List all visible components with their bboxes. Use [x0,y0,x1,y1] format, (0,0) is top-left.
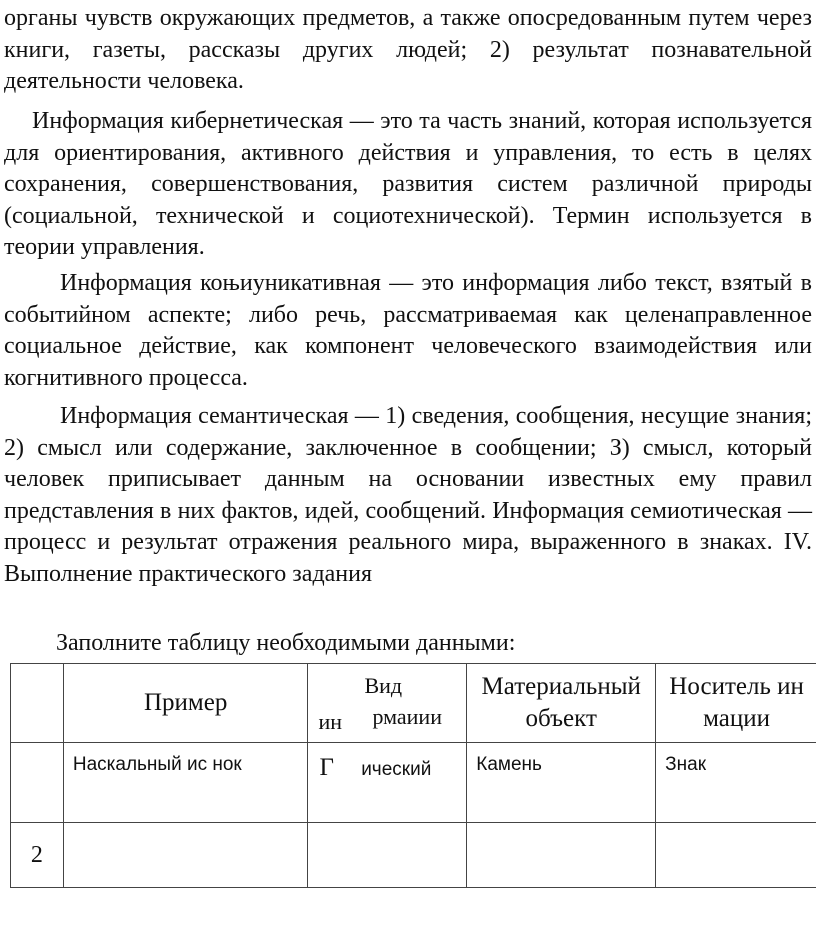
header-info-type-top: Вид [364,673,403,698]
row1-number [11,743,64,823]
header-info-carrier: Носитель ин мации [656,664,816,743]
paragraph-cybernetic-info: Информация кибернетическая — это та часть знаний, которая используется для ориентирования, активного действия и управления, то есть в целях сохранения, совершенствования, развития систем различной природы (социальной, технической и социотехнической). Термин используется в теории управления. [4,108,812,261]
row2-info-carrier [656,823,816,888]
header-info-type-left: ин [318,709,342,734]
row2-info-type [308,823,467,888]
task-table [10,663,816,888]
header-example: Пример [63,664,308,743]
paragraph-perception: органы чувств окружающих предметов, а также опосредованным путем через книги, газеты, рассказы других людей; 2) результат познавательной деятельности человека. [4,5,812,95]
task-instruction: Заполните таблицу необходимыми данными: [56,630,516,656]
table-row [11,823,816,888]
row1-info-type-letter: Г [319,754,334,781]
paragraph-communicative-info: Информация коњиуникативная — это информация либо текст, взятый в событийном аспекте; либо речь, рассматриваемая как целенаправленное социальное действие, как компонент человеческого взаимодействия или когнитивного процесса. [4,270,812,391]
row1-example: Наскальный ис нок [63,743,308,823]
row1-info-type [308,743,467,823]
header-info-type [308,664,467,743]
row2-number: 2 [11,823,64,888]
header-material-object: Материальный объект [467,664,656,743]
table-row [11,743,816,823]
table-header-row [11,664,816,743]
row2-material-object [467,823,656,888]
row1-material-object: Камень [467,743,656,823]
paragraph-semantic-info: Информация семантическая — 1) сведения, сообщения, несущие знания; 2) смысл или содержание, заключенное в сообщении; З) смысл, который человек приписывает данным на основании известных ему правил представления в них фактов, идей, сообщений. Информация семиотическая — процесс и результат отражения реального мира, выраженного в знаках. IV. Выполнение практического задания [4,403,812,587]
row2-example [63,823,308,888]
row1-info-type-rest: ический [361,759,432,780]
header-number-cell [11,664,64,743]
row1-info-carrier: Знак [656,743,816,823]
header-info-type-right: рмаиии [372,704,442,729]
